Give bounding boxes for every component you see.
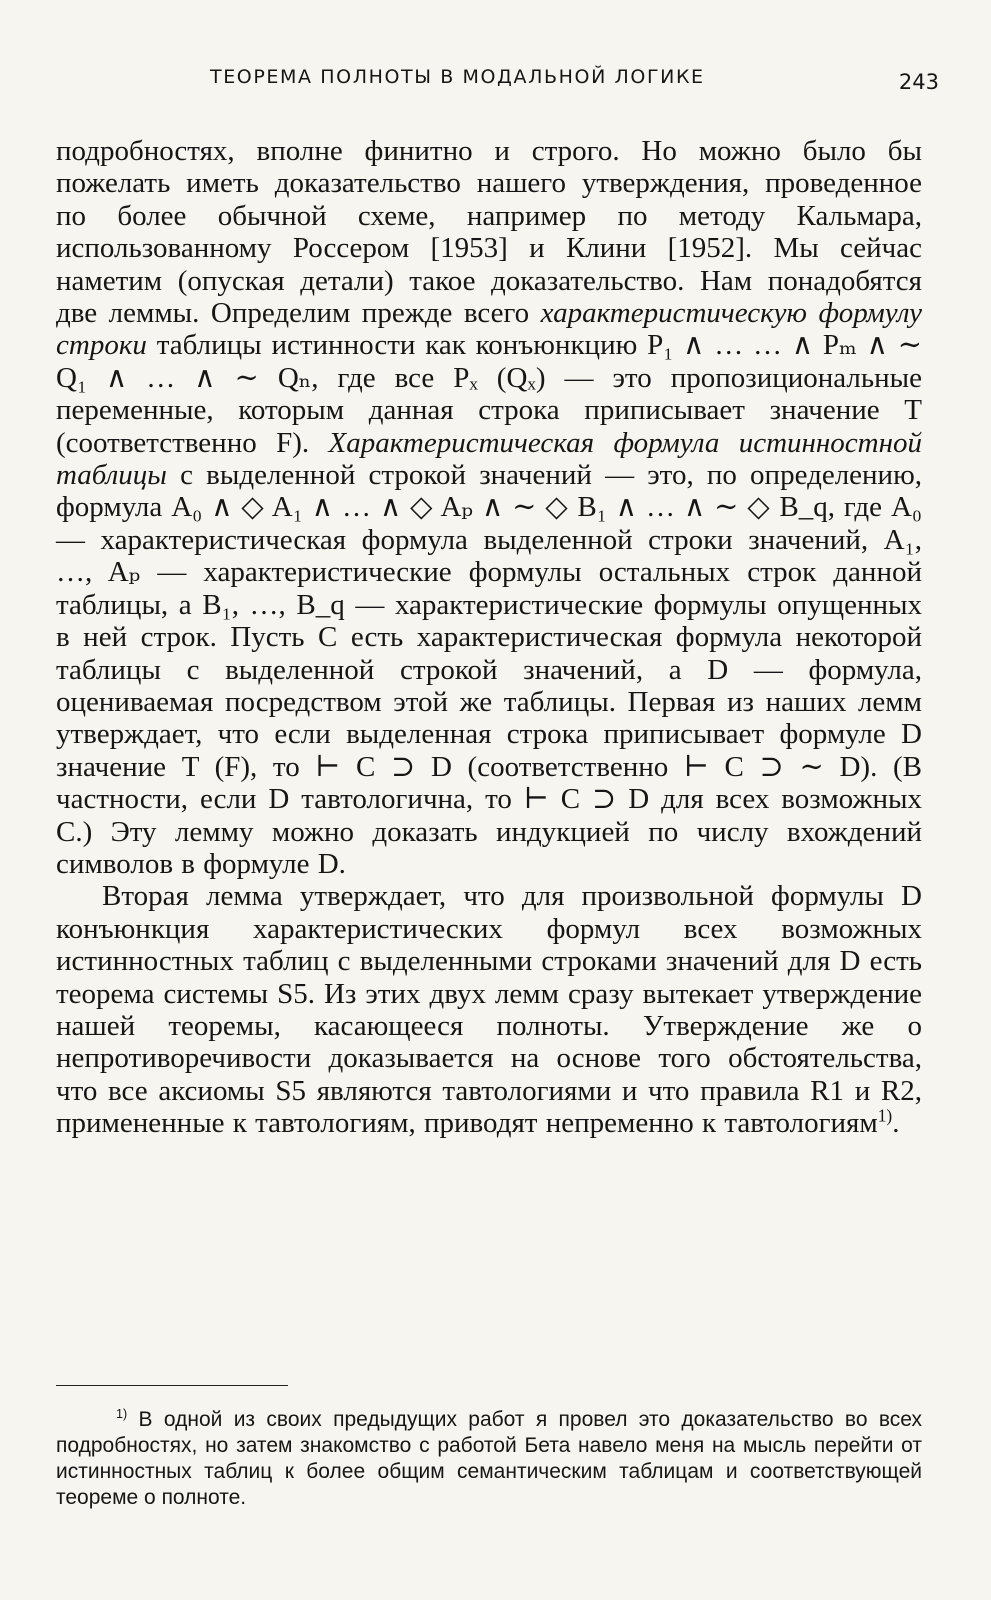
paragraph-1-part-1: подробностях, вполне финитно и строго. Но можно было бы пожелать иметь доказательство нашего утверждения, проведенное по более обычной схеме, например по методу Кальмара, использованному Россером [1953] и Клини [1952]. Мы сейчас наметим (опуская детали) такое доказательство. Нам понадобятся две леммы. Определим прежде всего xyxy=(56,135,922,330)
footnote-text: В одной из своих предыдущих работ я провел это доказательство во всех подробностях, но затем знакомство с работой Бета навело меня на мысль перейти от истинностных таблиц к более общим семантическим таблицам и соответствующей теореме о полноте. xyxy=(56,1408,922,1509)
page-number: 243 xyxy=(898,70,939,94)
paragraph-1-part-2: таблицы истинности как конъюнкцию P₁ ∧ … … ∧ Pₘ ∧ ∼ Q₁ ∧ … ∧ ∼ Qₙ, где все Pₓ (Qₓ) — это пропозициональные переменные, которым данная строка приписывает значение T (соответственно F). xyxy=(56,329,922,459)
paragraph-2-end: . xyxy=(892,1107,900,1140)
paragraph-2-text: Вторая лемма утверждает, что для произвольной формулы D конъюнкция характеристических формул всех возможных истинностных таблиц с выделенными строками значений для D есть теорема системы S5. Из этих двух лемм сразу вытекает утверждение нашей теоремы, касающееся полноты. Утверждение же о непротиворечивости доказывается на основе того обстоятельства, что все аксиомы S5 являются тавтологиями и что правила R1 и R2, примененные к тавтологиям, приводят непременно к тавтологиям xyxy=(56,880,922,1140)
paragraph-1 xyxy=(56,135,922,880)
running-title: ТЕОРЕМА ПОЛНОТЫ В МОДАЛЬНОЙ ЛОГИКЕ xyxy=(210,66,705,88)
main-text xyxy=(56,135,922,1140)
footnote-marker: 1) xyxy=(116,1407,128,1421)
term-table-formula: Характеристическая формула истинностной таблицы xyxy=(56,426,922,492)
footnote-divider xyxy=(56,1385,288,1386)
footnote xyxy=(56,1407,922,1511)
term-row-formula: характеристическую формулу строки xyxy=(56,297,922,362)
paragraph-1-part-3: с выделенной строкой значений — это, по определению, формула A₀ ∧ ◇ A₁ ∧ … ∧ ◇ Aₚ ∧ ∼ ◇ B₁ ∧ … ∧ ∼ ◇ B_q, где A₀ — характеристическая формула выделенной строки значений, A₁, …, Aₚ — характеристические формулы остальных строк данной таблицы, а B₁, …, B_q — характеристические формулы опущенных в ней строк. Пусть C есть характеристическая формула некоторой таблицы с выделенной строкой значений, а D — формула, оцениваемая посредством этой же таблицы. Первая из наших лемм утверждает, что если выделенная строка приписывает формуле D значение T (F), то ⊢ C ⊃ D (соответственно ⊢ C ⊃ ∼ D). (В частности, если D тавтологична, то ⊢ C ⊃ D для всех возможных C.) Эту лемму можно доказать индукцией по числу вхождений символов в формуле D. xyxy=(56,459,922,880)
paragraph-2 xyxy=(56,880,922,1139)
footnote-reference[interactable]: 1) xyxy=(877,1105,893,1126)
